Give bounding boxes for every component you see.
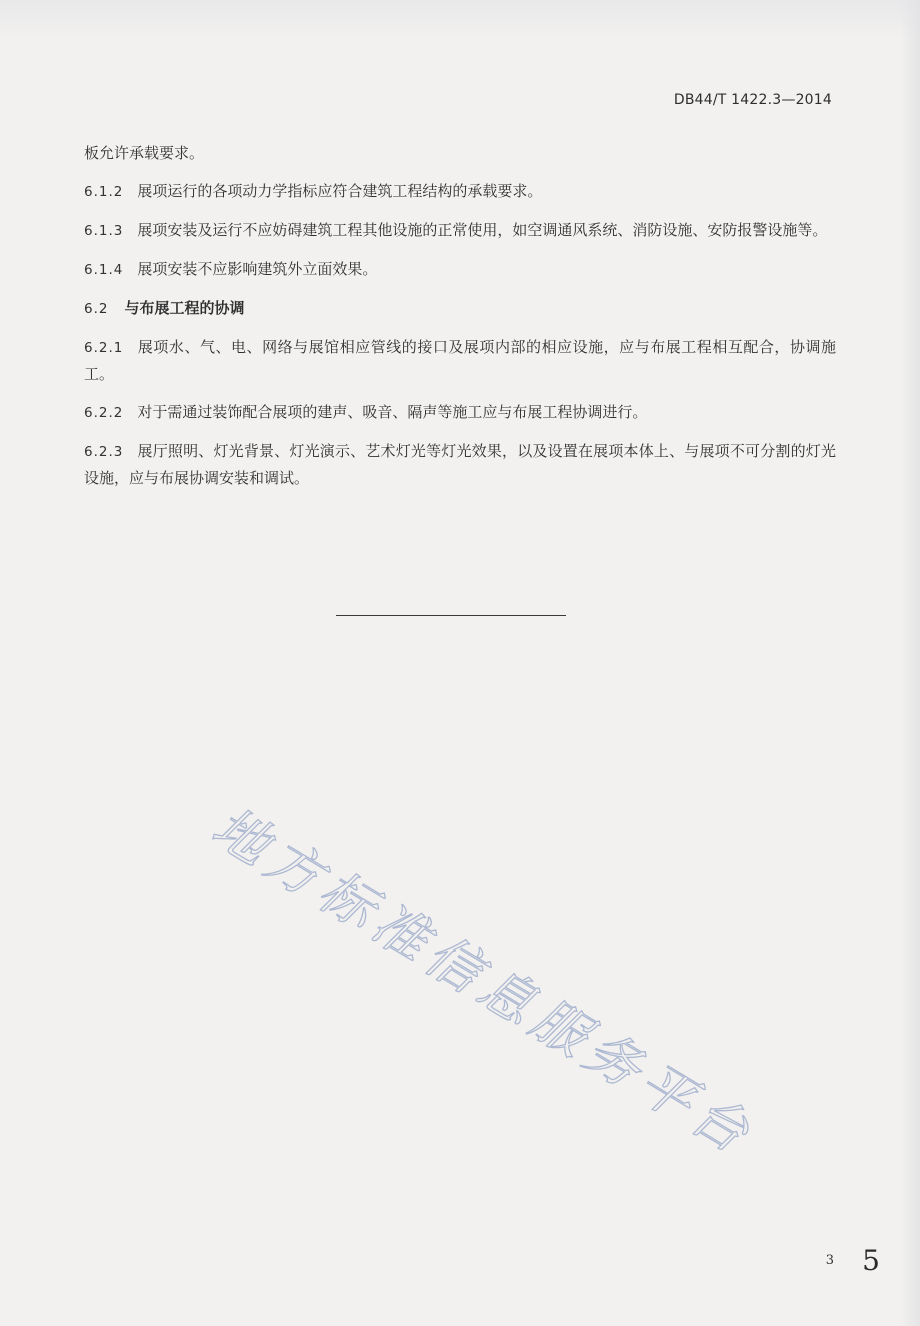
section-heading-6-2 — [84, 295, 836, 322]
end-of-text-rule — [336, 615, 566, 616]
clause-6-1-4 — [84, 256, 836, 283]
clause-text: 展厅照明、灯光背景、灯光演示、艺术灯光等灯光效果，以及设置在展项本体上、与展项不可分割的灯光设施，应与布展协调安装和调试。 — [84, 442, 836, 487]
paragraph-text: 板允许承载要求。 — [84, 144, 205, 162]
paragraph-continuation — [84, 140, 836, 166]
page-number-large: 5 — [862, 1244, 880, 1277]
clause-6-2-3 — [84, 438, 836, 491]
clause-text: 展项运行的各项动力学指标应符合建筑工程结构的承载要求。 — [137, 182, 543, 200]
clause-6-1-3 — [84, 217, 836, 244]
clause-6-2-2 — [84, 399, 836, 426]
watermark: 地方标准信息服务平台 — [201, 794, 766, 1169]
clause-number: 6.1.2 — [84, 184, 124, 200]
clause-number: 6.2.3 — [84, 444, 124, 460]
clause-number: 6.2.1 — [84, 340, 124, 356]
clause-6-1-2 — [84, 178, 836, 205]
section-number: 6.2 — [84, 301, 109, 317]
clause-text: 展项安装不应影响建筑外立面效果。 — [137, 260, 378, 278]
clause-text: 展项水、气、电、网络与展馆相应管线的接口及展项内部的相应设施，应与布展工程相互配合，协调施工。 — [84, 338, 836, 383]
clause-number: 6.2.2 — [84, 405, 124, 421]
clause-text: 对于需通过装饰配合展项的建声、吸音、隔声等施工应与布展工程协调进行。 — [137, 403, 648, 421]
document-body — [84, 140, 836, 503]
clause-number: 6.1.4 — [84, 262, 124, 278]
clause-number: 6.1.3 — [84, 223, 124, 239]
clause-6-2-1 — [84, 334, 836, 387]
clause-text: 展项安装及运行不应妨碍建筑工程其他设施的正常使用，如空调通风系统、消防设施、安防报警设施等。 — [137, 221, 828, 239]
section-title: 与布展工程的协调 — [124, 299, 245, 317]
standard-code: DB44/T 1422.3—2014 — [673, 92, 832, 108]
page-number-small: 3 — [825, 1253, 834, 1268]
